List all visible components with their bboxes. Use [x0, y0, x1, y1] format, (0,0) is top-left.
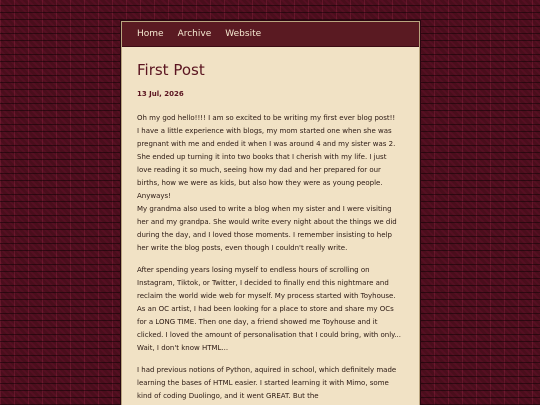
post-text-line: I had previous notions of Python, aquired in school, which definitely made learning the bases of HTML easier. I started learning it with Mimo, some kind of coding Duolingo, and it went GREAT. But the — [137, 366, 397, 400]
nav-link-archive[interactable]: Archive — [177, 29, 212, 39]
blog-post — [122, 47, 419, 403]
post-text-line: I have a little experience with blogs, my mom started one when she was pregnant with me and ended it when I was around 4 and my sister was 2. She ended up turning it into two books that I cherish with my life. I just love reading it so much, seeing how my dad and her prepared for our births, how we were as kids, but also how they were as young people. Anyways! — [137, 127, 396, 200]
post-paragraph — [137, 264, 403, 355]
top-nav — [122, 22, 419, 47]
nav-link-website[interactable]: Website — [225, 29, 262, 39]
post-paragraph — [137, 364, 403, 403]
post-text-line: My grandma also used to write a blog when my sister and I were visiting her and my grandpa. She would write every night about the things we did during the day, and I loved those moments. I remember insisting to help her write the blog posts, even though I couldn't really write. — [137, 205, 397, 252]
post-text-line: After spending years losing myself to endless hours of scrolling on Instagram, Tiktok, or Twitter, I decided to finally end this nightmare and reclaim the world wide web for myself. My process started with Toyhouse. As an OC artist, I had been looking for a place to store and share my OCs for a LONG TIME. Then one day, a friend showed me Toyhouse and it clicked. I loved the amount of personalisation that I could bring, with only... Wait, I don't know HTML... — [137, 266, 401, 352]
page-container — [121, 21, 420, 405]
post-date: 13 Jul, 2026 — [137, 90, 184, 98]
post-paragraph — [137, 112, 403, 255]
post-title: First Post — [137, 61, 205, 79]
post-body — [137, 112, 403, 403]
nav-link-home[interactable]: Home — [137, 29, 164, 39]
post-text-line: Oh my god hello!!!! I am so excited to be writing my first ever blog post!! — [137, 114, 396, 122]
